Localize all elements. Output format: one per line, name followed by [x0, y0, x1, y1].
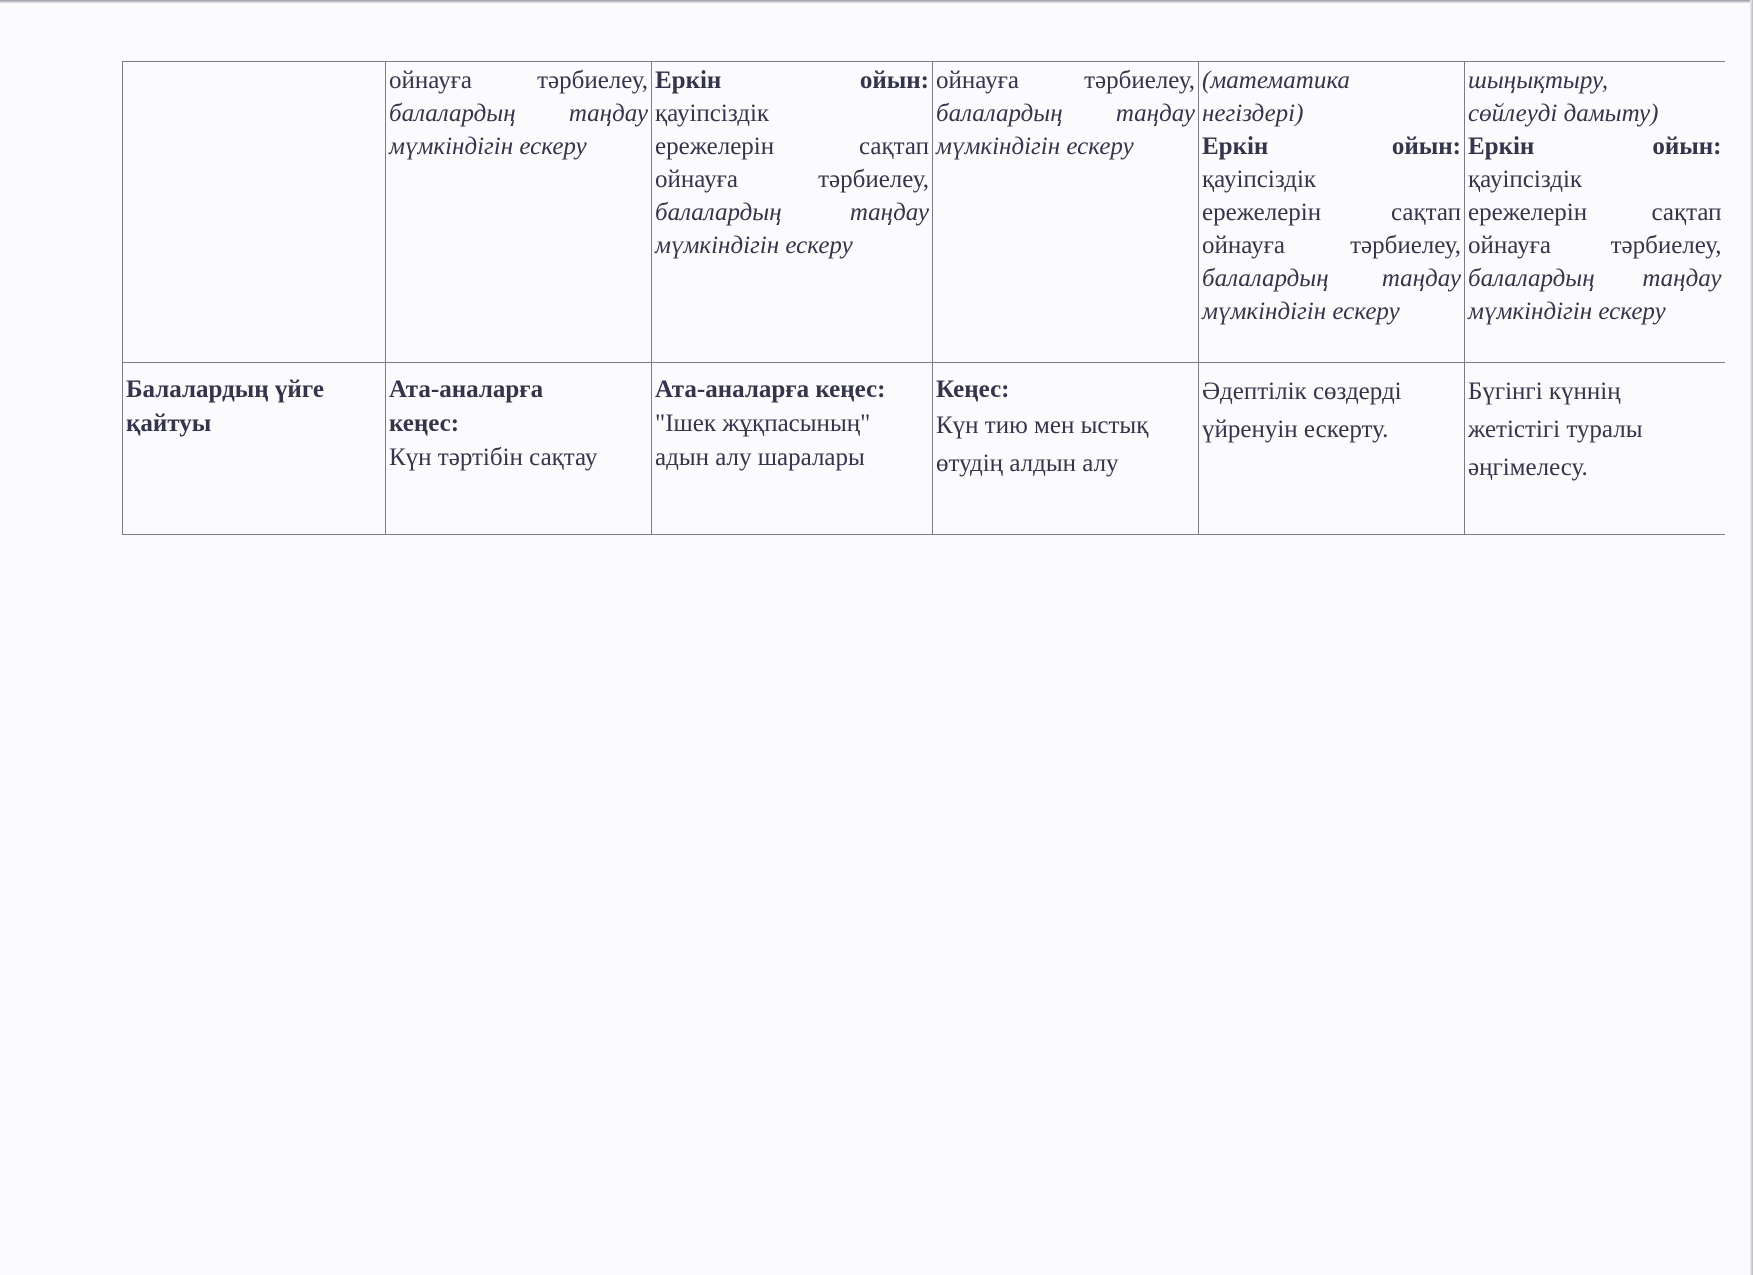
- cell-friday-free-play: [1465, 62, 1725, 363]
- cell-heading: кеңес:: [389, 410, 460, 437]
- cell-text-line: қауіпсіздік: [655, 100, 770, 127]
- table-row-free-play: [123, 62, 1725, 363]
- cell-text-line: ережелерін сақтап: [1468, 199, 1722, 226]
- cell-text-line: үйренуін ескерту.: [1202, 416, 1389, 443]
- cell-heading: Еркін ойын:: [655, 67, 929, 94]
- cell-text-line: балалардың таңдау: [936, 100, 1195, 127]
- cell-text-line: мүмкіндігін ескеру: [389, 133, 587, 160]
- cell-text-line: Әдептілік сөздерді: [1202, 378, 1402, 405]
- cell-text-line: жетістігі туралы: [1468, 416, 1643, 443]
- cell-text-line: ойнауға тәрбиелеу,: [1468, 232, 1722, 259]
- cell-text-line: ережелерін сақтап: [655, 133, 929, 160]
- cell-text-line: адын алу шаралары: [655, 444, 865, 471]
- cell-wednesday-advice: [933, 363, 1199, 535]
- cell-text-line: мүмкіндігін ескеру: [1202, 298, 1400, 325]
- cell-monday-free-play: [386, 62, 652, 363]
- cell-text-line: қауіпсіздік: [1202, 166, 1317, 193]
- cell-text-line: балалардың таңдау: [655, 199, 929, 226]
- cell-text-line: "Ішек жұқпасының": [655, 410, 871, 437]
- scan-edge-top: [0, 0, 1753, 3]
- row-label-line: Балалардың үйге: [126, 376, 324, 403]
- plan-table: [122, 61, 1725, 535]
- cell-text-line: ережелерін сақтап: [1202, 199, 1461, 226]
- cell-heading: Ата-аналарға кеңес:: [655, 376, 886, 403]
- row-label-line: қайтуы: [126, 410, 212, 437]
- cell-row-label-empty: [123, 62, 386, 363]
- cell-text-line: өтудің алдын алу: [936, 450, 1119, 477]
- cell-text-line: негіздері): [1202, 100, 1304, 127]
- cell-text-line: Бүгінгі күннің: [1468, 378, 1621, 405]
- cell-text-line: ойнауға тәрбиелеу,: [655, 166, 929, 193]
- cell-row-label-going-home: [123, 363, 386, 535]
- cell-text-line: Күн тәртібін сақтау: [389, 444, 598, 471]
- cell-tuesday-free-play: [652, 62, 933, 363]
- cell-text-line: шыңықтыру,: [1468, 67, 1609, 94]
- cell-thursday-advice: [1199, 363, 1465, 535]
- cell-friday-advice: [1465, 363, 1725, 535]
- cell-text-line: мүмкіндігін ескеру: [655, 232, 853, 259]
- cell-text-line: әңгімелесу.: [1468, 454, 1588, 481]
- cell-text-line: мүмкіндігін ескеру: [1468, 298, 1666, 325]
- cell-heading: Еркін ойын:: [1202, 133, 1461, 160]
- cell-heading: Кеңес:: [936, 376, 1010, 403]
- cell-text-line: сөйлеуді дамыту): [1468, 100, 1659, 127]
- cell-heading: Еркін ойын:: [1468, 133, 1722, 160]
- table-row-going-home: [123, 363, 1725, 535]
- cell-text-line: мүмкіндігін ескеру: [936, 133, 1134, 160]
- cell-thursday-free-play: [1199, 62, 1465, 363]
- cell-text-line: балалардың таңдау: [1468, 265, 1722, 292]
- cell-text-line: балалардың таңдау: [1202, 265, 1461, 292]
- cell-text-line: ойнауға тәрбиелеу,: [1202, 232, 1461, 259]
- cell-tuesday-parents-advice: [652, 363, 933, 535]
- cell-text-line: қауіпсіздік: [1468, 166, 1583, 193]
- cell-text-line: Күн тию мен ыстық: [936, 412, 1149, 439]
- cell-text-line: ойнауға тәрбиелеу,: [936, 67, 1195, 94]
- cell-heading: Ата-аналарға: [389, 376, 544, 403]
- cell-text-line: ойнауға тәрбиелеу,: [389, 67, 648, 94]
- cell-text-line: (математика: [1202, 67, 1350, 94]
- cell-monday-parents-advice: [386, 363, 652, 535]
- cell-wednesday-free-play: [933, 62, 1199, 363]
- cell-text-line: балалардың таңдау: [389, 100, 648, 127]
